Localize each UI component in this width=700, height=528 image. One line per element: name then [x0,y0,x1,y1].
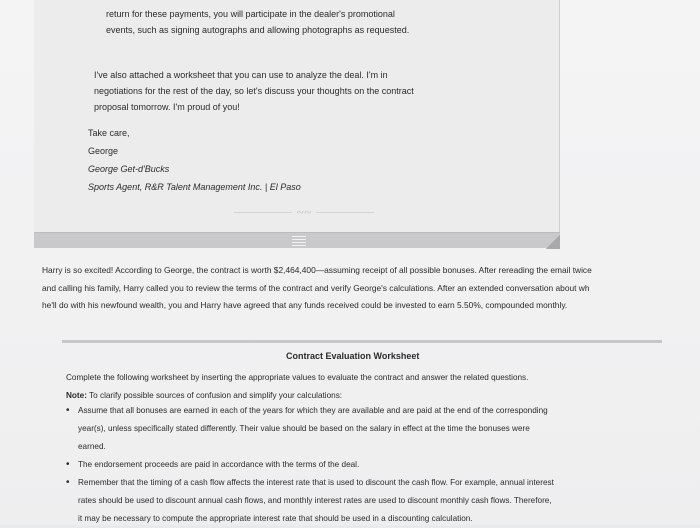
worksheet-title: Contract Evaluation Worksheet [286,351,420,361]
email-paragraph-2 [94,67,504,115]
section-divider [62,340,662,343]
intro-paragraph [42,262,700,315]
bullet-line: earned. [78,442,106,451]
bullet-line: rates should be used to discount annual cash flows, and monthly interest rates are used to discount monthly cash flows. Therefore, [78,496,552,505]
email-paragraph-1 [106,6,506,38]
ornament-divider [234,208,374,216]
email-line: negotiations for the rest of the day, so let's discuss your thoughts on the contract [94,86,414,96]
resize-handle-icon[interactable] [544,233,560,249]
worksheet-bullets [66,402,686,528]
list-item [66,402,686,456]
flourish-icon: ∾∾ [296,206,312,217]
list-item [66,456,686,474]
list-item [66,474,686,528]
note-label: Note: [66,391,87,400]
bullet-line: • Assume that all bonuses are earned in each of the years for which they are available and are paid at the end of the corresponding [78,406,548,415]
email-line: I've also attached a worksheet that you can use to analyze the deal. I'm in [94,70,388,80]
note-text: To clarify possible sources of confusion and simplify your calculations: [86,391,343,400]
email-line: proposal tomorrow. I'm proud of you! [94,102,240,112]
intro-line: Harry is so excited! According to George, the contract is worth $2,464,400—assuming receipt of all possible bonuses. After rereading the email twice [42,265,592,275]
bullet-line: it may be necessary to compute the appropriate interest rate that should be used in a discounting calculation. [78,514,473,523]
email-bottom-bar [34,232,560,248]
worksheet-instructions [66,369,686,405]
email-line: return for these payments, you will participate in the dealer's promotional [106,9,395,19]
worksheet-instruction: Complete the following worksheet by inserting the appropriate values to evaluate the contract and answer the related questions. [66,373,529,382]
signature-title: Sports Agent, R&R Talent Management Inc. | El Paso [88,182,301,192]
email-signature [88,124,301,196]
intro-line: and calling his family, Harry called you to review the terms of the contract and verify George's calculations. After an extended conversation about wh [42,282,590,293]
intro-line: he'll do with his newfound wealth, you and Harry have agreed that any funds received could be invested to earn 5.50%, compounded monthly. [42,300,568,310]
signature-handle: George Get-d'Bucks [88,164,170,174]
email-card [34,0,560,248]
signature-closing: Take care, [88,128,130,138]
bullet-line: • The endorsement proceeds are paid in accordance with the terms of the deal. [78,460,360,469]
email-line: events, such as signing autographs and allowing photographs as requested. [106,25,410,35]
bullet-line: • Remember that the timing of a cash flow affects the interest rate that is used to discount the cash flow. For example, annual interest [78,478,554,487]
signature-name: George [88,146,119,156]
bullet-line: year(s), unless specifically stated differently. Their value should be based on the salary in effect at the time the bonuses were [78,424,530,433]
drag-grip-icon[interactable] [292,236,306,246]
